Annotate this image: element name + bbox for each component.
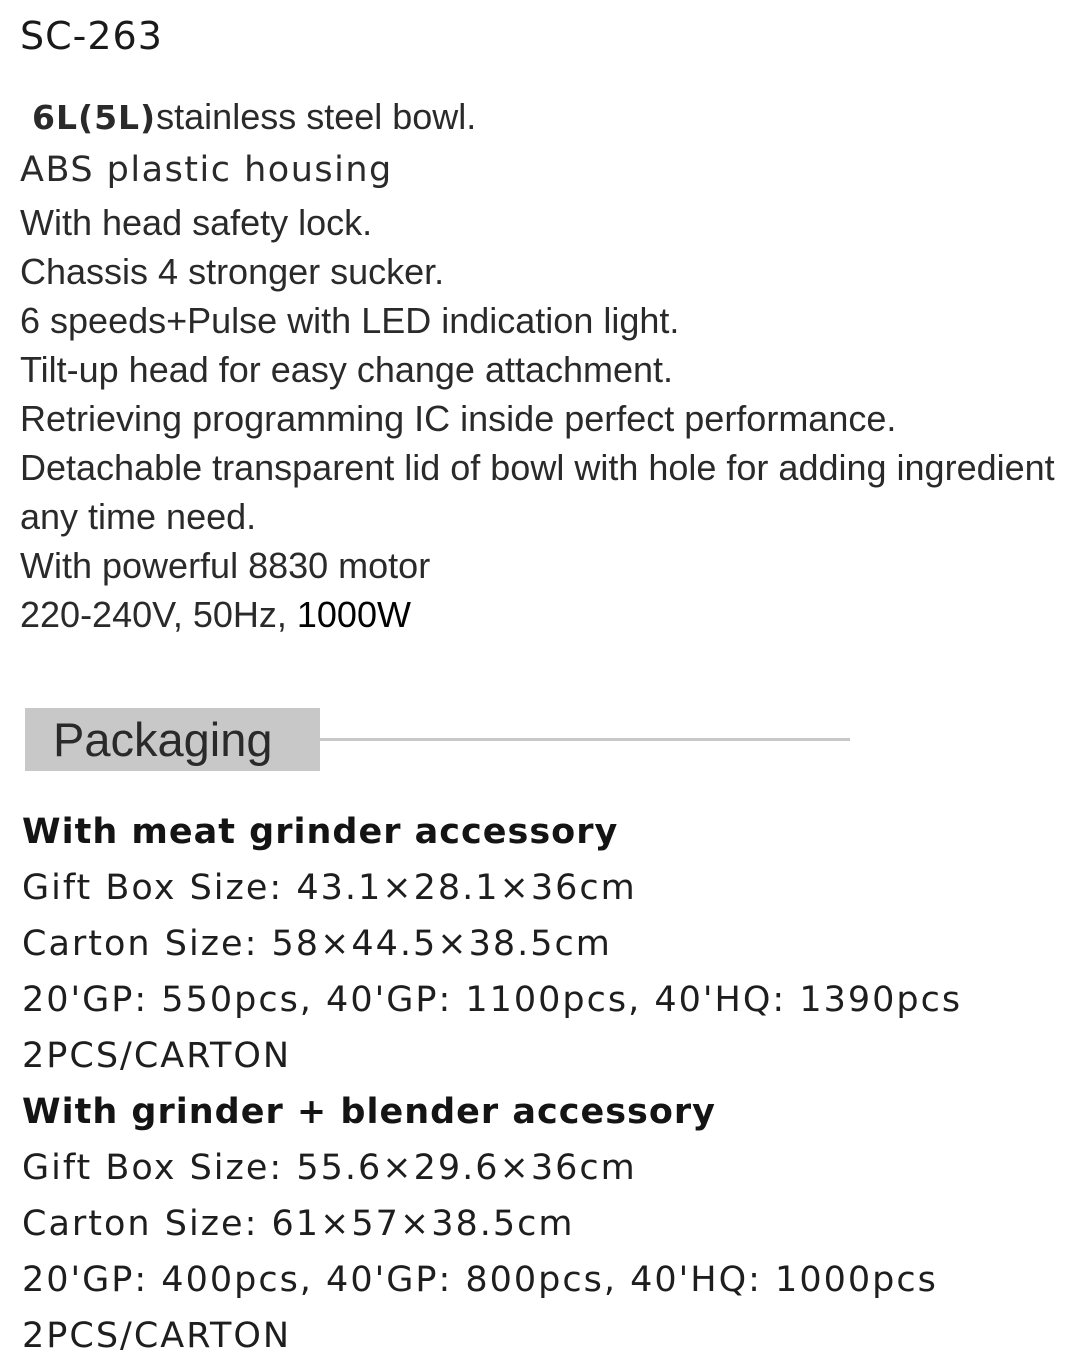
gift-box-size: Gift Box Size: 55.6×29.6×36cm [22, 1148, 637, 1188]
packaging-option-heading: With meat grinder accessory [22, 812, 619, 852]
packaging-header [25, 708, 320, 771]
container-quantities: 20'GP: 550pcs, 40'GP: 1100pcs, 40'HQ: 1390pcs [22, 980, 963, 1020]
pieces-per-carton: 2PCS/CARTON [22, 1316, 292, 1356]
capacity-value: 6L(5L) [32, 98, 157, 137]
carton-size: Carton Size: 58×44.5×38.5cm [22, 924, 612, 964]
packaging-option-heading: With grinder + blender accessory [22, 1092, 716, 1132]
container-quantities: 20'GP: 400pcs, 40'GP: 800pcs, 40'HQ: 1000pcs [22, 1260, 938, 1300]
feature-housing: ABS plastic housing [20, 150, 393, 190]
feature-item: Detachable transparent lid of bowl with hole for adding ingredient any time need. [20, 447, 1055, 537]
section-divider [320, 738, 850, 741]
packaging-details [22, 804, 1067, 1364]
feature-power [20, 590, 1070, 639]
gift-box-size: Gift Box Size: 43.1×28.1×36cm [22, 868, 637, 908]
power-spec: 220-240V, 50Hz, [20, 594, 297, 635]
feature-item: Retrieving programming IC inside perfect performance. [20, 398, 897, 439]
feature-list [20, 92, 1070, 639]
feature-capacity [20, 92, 1070, 142]
feature-item: Chassis 4 stronger sucker. [20, 251, 445, 292]
feature-item: With head safety lock. [20, 202, 373, 243]
power-watts: 1000W [296, 594, 411, 635]
feature-item: With powerful 8830 motor [20, 545, 431, 586]
feature-item: Tilt-up head for easy change attachment. [20, 349, 674, 390]
packaging-title: Packaging [53, 713, 273, 766]
feature-item: 6 speeds+Pulse with LED indication light. [20, 300, 680, 341]
capacity-description: stainless steel bowl. [156, 96, 477, 137]
pieces-per-carton: 2PCS/CARTON [22, 1036, 292, 1076]
model-number: SC-263 [20, 14, 163, 58]
carton-size: Carton Size: 61×57×38.5cm [22, 1204, 575, 1244]
